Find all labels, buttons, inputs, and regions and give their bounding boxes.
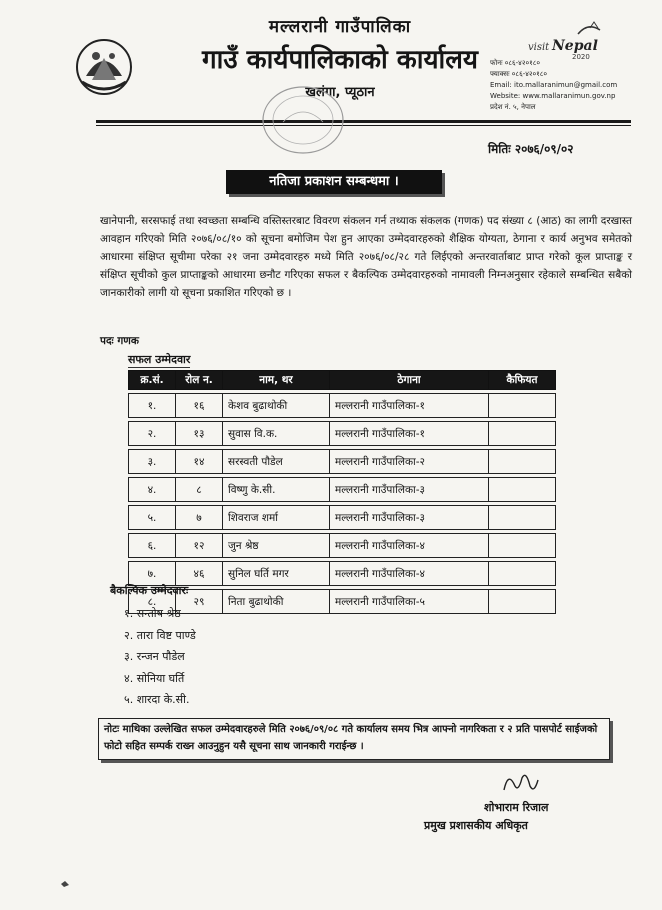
nepal-emblem-icon [74, 36, 134, 98]
table-row [129, 562, 556, 586]
cell-remarks [489, 478, 556, 502]
table-row [129, 534, 556, 558]
table-header-row [129, 371, 556, 390]
cell-address: मल्लरानी गाउँपालिका-४ [330, 534, 489, 558]
cell-sn: १. [129, 394, 176, 418]
cell-sn: ३. [129, 450, 176, 474]
cell-name: केशव बुढाथोकी [223, 394, 330, 418]
cell-name: शिवराज शर्मा [223, 506, 330, 530]
contact-block [490, 58, 617, 113]
cell-roll: २९ [176, 590, 223, 614]
office-stamp-icon [258, 82, 348, 158]
cell-sn: ४. [129, 478, 176, 502]
header-rule [96, 120, 631, 123]
cell-remarks [489, 394, 556, 418]
note-text: नोटः माथिका उल्लेखित सफल उम्मेदवारहरुले मिति २०७६/०९/०८ गते कार्यालय समय भित्र आफ्नो नागरिकता र २ प्रति पासपोर्ट साईजको फोटो सहित सम्पर्क राख्न आउनुहुन यसै सूचना साथ जानकारी गराईन्छ । [104, 724, 598, 752]
cell-roll: १२ [176, 534, 223, 558]
table-row [129, 478, 556, 502]
table-row [129, 394, 556, 418]
cell-roll: ४६ [176, 562, 223, 586]
signatory-name: शोभाराम रिजाल [484, 801, 549, 814]
table-row [129, 506, 556, 530]
alternates-list [124, 603, 196, 711]
cell-remarks [489, 534, 556, 558]
contact-phone: फोनः ०८६-४२०१८० [490, 59, 541, 67]
list-item: ५. शारदा के.सी. [124, 693, 190, 706]
logo-text-visit: visit [528, 42, 550, 53]
contact-email: Email: ito.mallaranimun@gmail.com [490, 81, 618, 89]
cell-remarks [489, 422, 556, 446]
cell-sn: ८. [129, 590, 176, 614]
cell-remarks [489, 562, 556, 586]
header-rule-thin [96, 125, 631, 126]
table-row [129, 450, 556, 474]
list-item: ३. रन्जन पौडेल [124, 650, 185, 663]
cell-sn: ५. [129, 506, 176, 530]
logo-text-nepal: Nepal [552, 38, 598, 54]
signatory-title: प्रमुख प्रशासकीय अधिकृत [424, 819, 528, 832]
signature-mark [500, 770, 540, 798]
cell-name: सुनिल घर्ति मगर [223, 562, 330, 586]
cell-name: निता बुढाथोकी [223, 590, 330, 614]
post-label: पदः गणक [100, 335, 139, 347]
cell-sn: ७. [129, 562, 176, 586]
cell-roll: १४ [176, 450, 223, 474]
cell-roll: १३ [176, 422, 223, 446]
col-address: ठेगाना [330, 371, 489, 390]
office-title: गाउँ कार्यपालिकाको कार्यालय [202, 45, 478, 75]
cell-remarks [489, 590, 556, 614]
alternates-heading: बैकल्पिक उम्मेदवारः [110, 584, 189, 597]
cell-roll: १६ [176, 394, 223, 418]
cell-roll: ८ [176, 478, 223, 502]
ink-mark-icon [60, 880, 70, 888]
cell-address: मल्लरानी गाउँपालिका-१ [330, 422, 489, 446]
contact-website: Website: www.mallaranimun.gov.np [490, 92, 616, 100]
org-title: मल्लरानी गाउँपालिका [268, 17, 412, 37]
results-table [128, 370, 556, 614]
cell-remarks [489, 450, 556, 474]
cell-roll: ७ [176, 506, 223, 530]
cell-name: सरस्वती पौडेल [223, 450, 330, 474]
success-heading: सफल उम्मेदवार [128, 353, 191, 366]
col-roll: रोल न. [176, 371, 223, 390]
cell-address: मल्लरानी गाउँपालिका-१ [330, 394, 489, 418]
subject-banner: नतिजा प्रकाशन सम्बन्धमा । [226, 170, 442, 194]
list-item: ४. सोनिया घर्ति [124, 671, 185, 685]
list-item: १. सन्तोष श्रेष्ठ [124, 607, 181, 620]
cell-address: मल्लरानी गाउँपालिका-३ [330, 506, 489, 530]
col-remarks: कैफियत [489, 371, 556, 390]
cell-name: जुन श्रेष्ठ [223, 534, 330, 558]
cell-sn: २. [129, 422, 176, 446]
cell-address: मल्लरानी गाउँपालिका-४ [330, 562, 489, 586]
notice-body: खानेपानी, सरसफाई तथा स्वच्छता सम्बन्धि वस्तिस्तरबाट विवरण संकलन गर्न तथ्याक संकलक (गणक) पद संख्या ८ (आठ) का लागी दरखास्त आवहान गरिएको मिति २०७६/०८/१० को सूचना बमोजिम पेश हुन आएका उम्मेदवारहरुको शैक्षिक योग्यता, ठेगाना र कार्य अनुभव समेतको आधारमा संक्षिप्त सूचीमा परेका २१ जना उम्मेदवारहरु मध्ये मिति २०७६/०८/२८ गते लिईएको अन्तरवार्ताबाट प्राप्त गरेको कूल प्राप्ताङ्क र संक्षिप्त सूचीको कुल प्राप्ताङ्कको आधारमा छनौट गरिएका सफल र बैकल्पिक उम्मेदवारहरुको नामावली निम्नअनुसार रहेकाले सम्बन्धित सबैको जानकारीको लागी यो सूचना प्रकाशित गरिएको छ । [100, 215, 632, 299]
cell-sn: ६. [129, 534, 176, 558]
cell-name: विष्णु के.सी. [223, 478, 330, 502]
office-location: खलंगा, प्यूठान [305, 85, 375, 100]
cell-address: मल्लरानी गाउँपालिका-२ [330, 450, 489, 474]
list-item: २. तारा विष्ट पाण्डे [124, 628, 196, 642]
cell-remarks [489, 506, 556, 530]
table-row [129, 422, 556, 446]
contact-province: प्रदेश नं. ५, नेपाल [490, 103, 536, 111]
logo-text-year: 2020 [572, 53, 590, 60]
col-sn: क्र.सं. [129, 371, 176, 390]
contact-fax: फ्याक्सः ०८६-४२०१८० [490, 70, 548, 78]
issue-date: मितिः २०७६/०९/०२ [488, 142, 574, 156]
cell-address: मल्लरानी गाउँपालिका-३ [330, 478, 489, 502]
col-name: नाम, थर [223, 371, 330, 390]
cell-address: मल्लरानी गाउँपालिका-५ [330, 590, 489, 614]
cell-name: सुवास वि.क. [223, 422, 330, 446]
visit-nepal-logo [528, 20, 628, 60]
